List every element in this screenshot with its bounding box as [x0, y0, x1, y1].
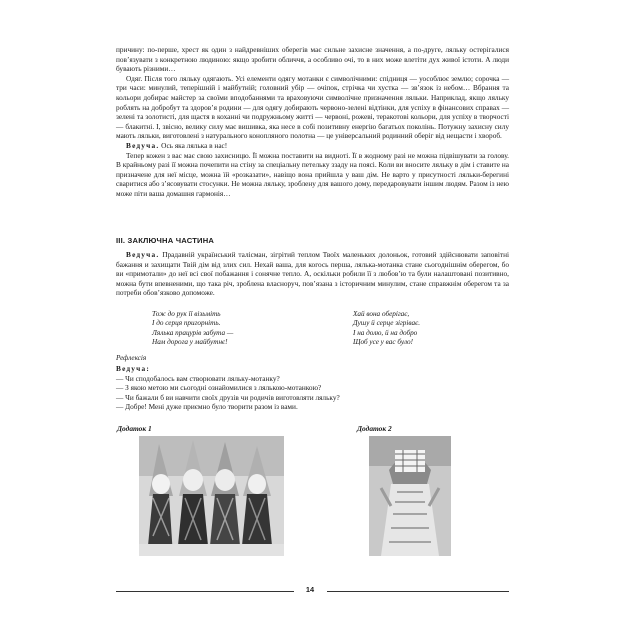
poem-line: Хай вона оберігає, [353, 310, 410, 318]
speaker-label: Ведуча. [126, 250, 160, 259]
poem-line: Щоб усе у вас було! [353, 338, 414, 347]
paragraph-3 [116, 141, 509, 151]
footer-rule-left [116, 591, 294, 592]
dialog [116, 364, 509, 412]
dialog-speaker: Ведуча: [116, 364, 150, 373]
dialog-line: — Чи бажали б ви навчити своїх друзів чи родичів виготовляти ляльку? [116, 392, 340, 402]
poem-line: Нам дорога у майбутнє! [152, 338, 228, 347]
speaker-label: Ведуча. [126, 140, 160, 150]
paragraph-4: Тепер кожен з вас має свою захисницю. Її можна поставити на видноті. Її в жодному разі не можна підвішувати за голову. В крайньому разі її можна почепити на стіну за спеціальну петельку ззаду на поясі. Коли ви вносите ляльку в дім і ставите на призначене для неї місце, можна їй «розказати», навіщо вона прийшла у ваш дім. Не варто у присутності ляльки-берегині сваритися або з’ясовувати стосунки. Не можна ляльку, зроблену для вашого дому, передаровувати іншим людям. Разом із нею може піти ваша домашня гармонія… [116, 150, 509, 198]
poem-line: Лялька працурів забута — [152, 328, 234, 337]
paragraph-5 [116, 250, 509, 298]
poem-line: Тож до рук її візьміть [152, 310, 221, 318]
reflection-heading: Рефлексія [116, 354, 147, 362]
appendix-1-caption: Додаток 1 [117, 424, 152, 433]
dolls-group-image [139, 436, 284, 556]
paragraph-1: причину: по-перше, хрест як один з найдревніших оберегів має сильне захисне значення, а по-друге, ляльку остерігалися пов’язувати з конкретною людиною: якщо зробити обличчя, а особливо очі, то в них може влетіти дух живої істоти. А люди бувають різними… [116, 45, 509, 74]
speaker-line: Прадавній український талісман, зігрітий теплом Твоїх маленьких долоньок, готовий здійснювати заповітні бажання и захищати Твій дім від злих сил. Нехай ваша, для когось перша, лялька-мотанка стане сьогоднішнім оберегом, бо ви «примотали» до неї всі свої побажання і сонячне тепло. А, оскільки робили її з любов’ю та були налаштовані позитивно, можна бути впевненими, що така річ, зроблена власноруч, пов’язана з історичним минулим, стане справжнім оберегом та за потреби обов’язково допоможе. [116, 250, 509, 298]
dialog-line: — З якою метою ми сьогодні ознайомилися з лялькою-мотанкою? [116, 383, 322, 393]
page-number: 14 [305, 585, 315, 594]
poem-right [353, 310, 420, 348]
single-doll-image [369, 436, 451, 556]
poem-line: Душу й серце зігріває. [353, 319, 420, 328]
footer-rule-right [327, 591, 509, 592]
closing-text [116, 250, 509, 298]
section-heading: ІІІ. ЗАКЛЮЧНА ЧАСТИНА [116, 236, 215, 245]
single-doll-photo [369, 436, 451, 556]
appendix-2-caption: Додаток 2 [357, 424, 392, 433]
dialog-line: — Чи сподобалось вам створювати ляльку-мотанку? [116, 373, 280, 383]
speaker-line: Ось яка лялька в нас! [159, 140, 228, 150]
poem-line: І до серця пригорніть. [152, 319, 221, 328]
paragraph-2: Одяг. Після того ляльку одягають. Усі елементи одягу мотанки є символічними: спідниця — уособлює землю; сорочка — три часи: минулий, теперішній і майбутній; головний убір — очіпок, стрічка чи хустка — зв’язок із небом… Вбрання та кольори добирає майстер за своїми вподобаннями та враховуючи символічне призначення ляльки. Наприклад, якщо ляльку роблять на добробут та здоров’я родини — для одягу добирають червоно-зелені відтінки, для успіху в фінансових справах — зелені та золотисті, для щастя в коханні чи подружньому житті — червоні, рожеві, теракотові кольори, для успіху в творчості — блакитні. І, звісно, велику силу має вишивка, яка несе в собі позитивну енергію багатьох поколінь. Потужну захисну силу мають ляльки, виготовлені з натурального конопляного полотна — це універсальний родинний оберіг від нещасти і хвороб. [116, 73, 509, 141]
dolls-group-photo [139, 436, 284, 556]
poem-left [152, 310, 233, 348]
dialog-line: — Добре! Мені дуже приємно було творити разом із вами. [116, 402, 298, 412]
poem-line: І на долю, й на добро [353, 328, 418, 337]
body-text [116, 45, 509, 199]
